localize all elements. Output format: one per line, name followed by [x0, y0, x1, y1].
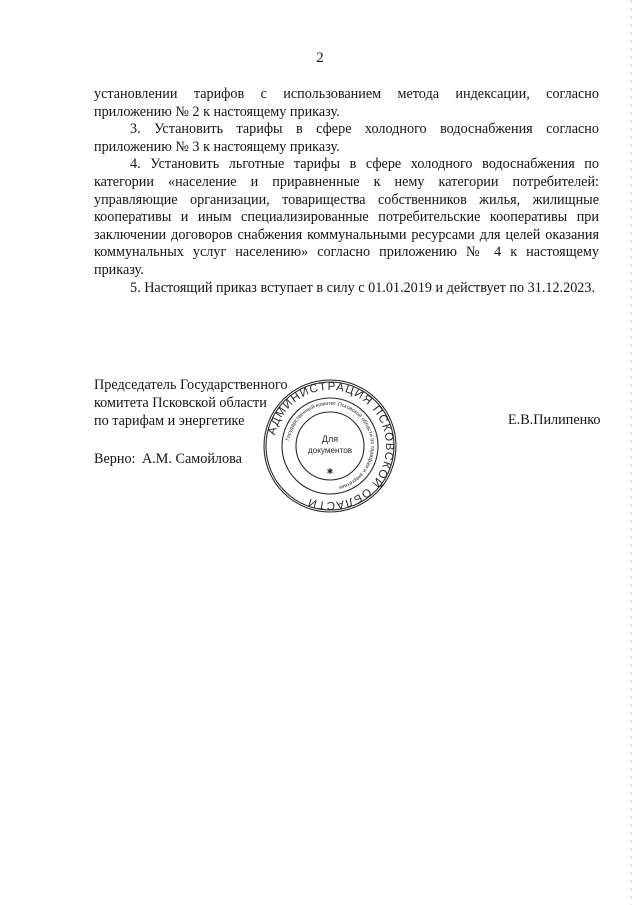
- seal-center-line-2: документов: [307, 446, 353, 455]
- paragraph-item-5: 5. Настоящий приказ вступает в силу с 01.01.2019 и действует по 31.12.2023.: [130, 279, 596, 296]
- order-text: [94, 86, 599, 297]
- verification-name: А.М. Самойлова: [142, 451, 242, 467]
- paragraph-continuation: установлении тарифов с использованием метода индексации, согласно приложению № 2 к настоящему приказу.: [94, 86, 599, 120]
- position-line-3: по тарифам и энергетике: [94, 413, 245, 429]
- position-line-2: комитета Псковской области: [94, 395, 267, 411]
- seal-center-line-1: Для: [321, 434, 339, 444]
- verification-label: Верно:: [94, 451, 136, 467]
- seal-outer-text: АДМИНИСТРАЦИЯ ПСКОВСКОЙ ОБЛАСТИ: [266, 380, 396, 512]
- signatory-name: Е.В.Пилипенко: [508, 412, 601, 428]
- signatory-position: [94, 376, 288, 430]
- scan-edge-artifact: [622, 0, 640, 905]
- position-line-1: Председатель Государственного: [94, 377, 288, 393]
- paragraph-item-3: 3. Установить тарифы в сфере холодного водоснабжения согласно приложению № 3 к настоящему приказу.: [94, 121, 599, 155]
- official-seal-stamp: [262, 378, 398, 514]
- seal-inner-text: Государственный комитет Псковской области по тарифам и энергетике: [285, 400, 376, 491]
- seal-star-icon: ✱: [326, 467, 334, 476]
- page-number: 2: [316, 50, 324, 66]
- paragraph-item-4: 4. Установить льготные тарифы в сфере холодного водоснабжения по категории «население и приравненные к нему категории потребителей: управляющие организации, товарищества собственников жилья, жилищные кооперативы и иным специализированные потребительские кооперативы при заключении договоров снабжения коммунальными ресурсами для целей оказания коммунальных услуг населению» согласно приложению № 4 к настоящему приказу.: [94, 156, 599, 278]
- verification-line: [94, 451, 242, 468]
